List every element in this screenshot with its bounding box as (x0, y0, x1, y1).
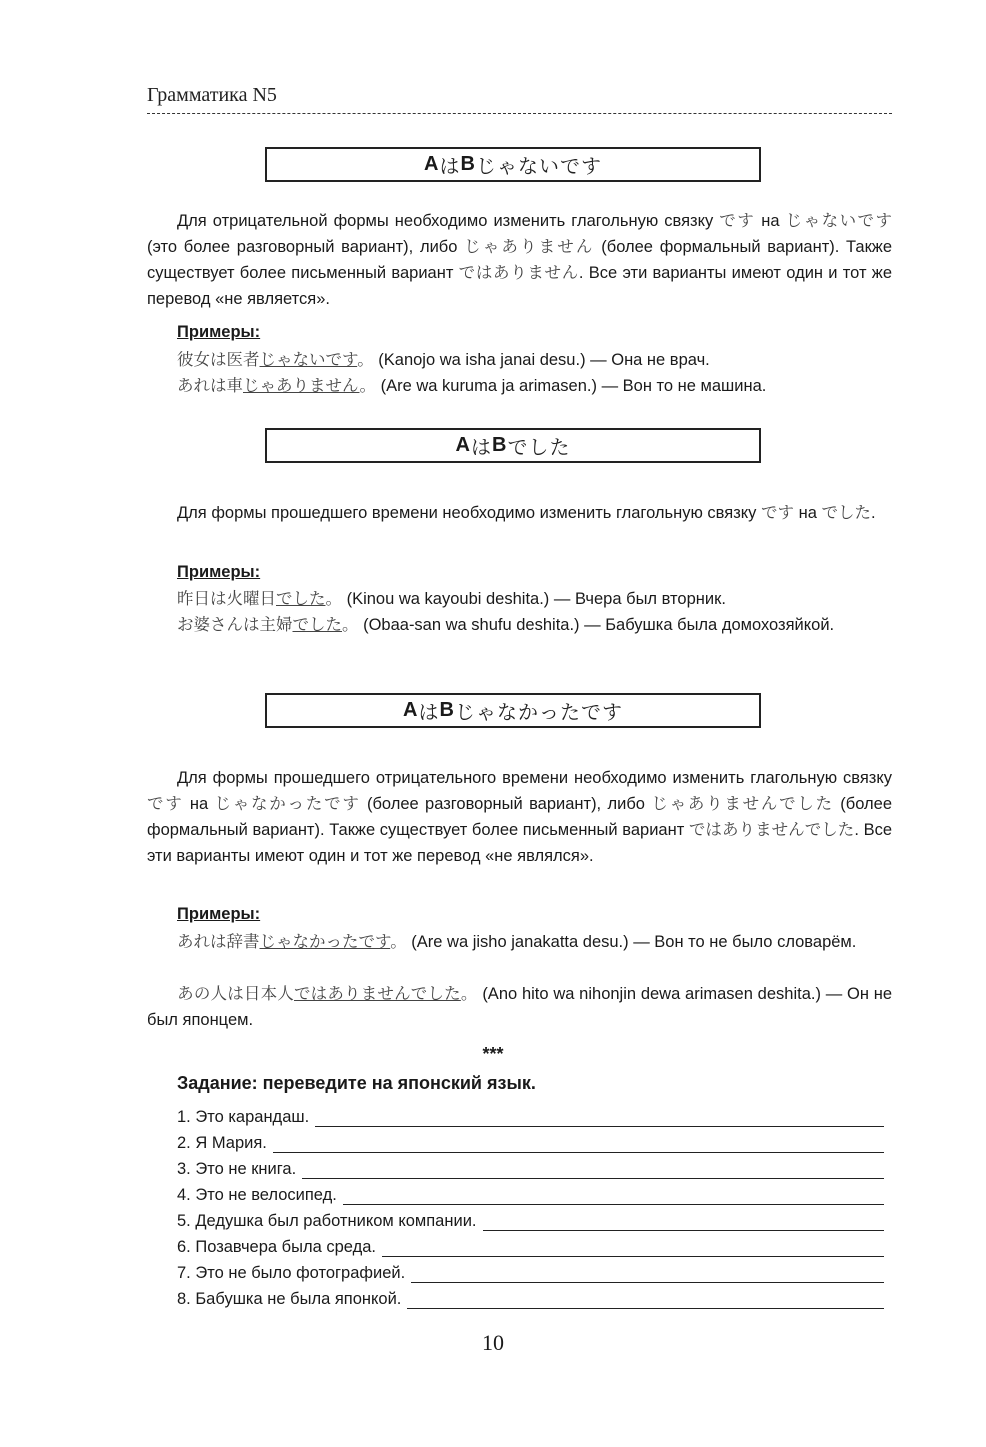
running-head: Грамматика N5 (147, 84, 277, 106)
japanese-term: ではありません (458, 263, 579, 282)
task-item-text: 8. Бабушка не была японкой. (177, 1290, 402, 1308)
paragraph-text: (это более разговорный вариант), либо (147, 238, 465, 256)
paragraph-text: на (755, 212, 786, 230)
example-japanese: 彼女は医者 (177, 350, 260, 369)
task-title: Задание: переведите на японский язык. (177, 1073, 536, 1093)
japanese-term: じゃないです (785, 211, 893, 230)
example-japanese-underlined: じゃなかったです (259, 932, 391, 951)
section-title-2 (265, 428, 761, 463)
paragraph-text: (более формальный вариант). Также существует более письменный вариант (147, 238, 892, 282)
task-item (177, 1205, 884, 1231)
task-item (177, 1179, 884, 1205)
task-item-text: 4. Это не велосипед. (177, 1186, 337, 1204)
paragraph-text: на (183, 795, 215, 813)
title-wa: は (471, 435, 492, 459)
answer-blank-line (315, 1108, 884, 1127)
example-1-2 (147, 373, 892, 399)
title-wa: は (418, 700, 440, 724)
example-japanese-period: 。 (390, 932, 407, 951)
example-japanese-period: 。 (342, 615, 359, 634)
example-japanese-underlined: じゃないです (259, 350, 358, 369)
example-japanese-period: 。 (359, 376, 376, 395)
japanese-term: です (719, 211, 756, 230)
japanese-term: です (147, 794, 184, 813)
section-paragraph-3 (147, 765, 892, 869)
answer-blank-line (407, 1290, 884, 1309)
title-rest: じゃないです (475, 154, 602, 178)
title-wa: は (439, 154, 461, 178)
answer-blank-line (273, 1134, 884, 1153)
title-a: A (403, 699, 419, 721)
title-a: A (455, 434, 471, 456)
japanese-term: でした (821, 503, 871, 522)
title-b: B (492, 434, 508, 456)
paragraph-text: Для формы прошедшего отрицательного времени необходимо изменить глагольную связку (177, 769, 892, 787)
task-item (177, 1257, 884, 1283)
examples-label-2: Примеры: (177, 563, 261, 581)
example-translation: (Are wa kuruma ja arimasen.) — Вон то не машина. (376, 377, 767, 395)
title-a: A (424, 153, 440, 175)
examples-label-1: Примеры: (177, 323, 261, 341)
title-rest: でした (507, 435, 571, 459)
answer-blank-line (343, 1186, 884, 1205)
paragraph-text: Для формы прошедшего времени необходимо изменить глагольную связку (177, 504, 761, 522)
task-item-text: 7. Это не было фотографией. (177, 1264, 406, 1282)
example-translation: (Kanojo wa isha janai desu.) — Она не врач. (373, 351, 710, 369)
example-japanese: 昨日は火曜日 (177, 589, 276, 608)
section-title-3 (265, 693, 761, 728)
section-paragraph-1 (147, 208, 892, 312)
header-rule (147, 113, 892, 114)
task-item (177, 1153, 884, 1179)
example-japanese: あれは辞書 (177, 932, 260, 951)
task-item (177, 1231, 884, 1257)
section-paragraph-2 (147, 500, 892, 526)
japanese-term: じゃありません (464, 237, 595, 256)
example-2-1 (147, 586, 892, 612)
japanese-term: じゃありませんでした (651, 794, 834, 813)
example-japanese-underlined: でした (276, 589, 326, 608)
example-japanese: あれは車 (177, 376, 243, 395)
paragraph-text: на (794, 504, 822, 522)
example-translation: (Are wa jisho janakatta desu.) — Вон то не было словарём. (406, 933, 857, 951)
example-japanese-underlined: でした (292, 615, 342, 634)
example-translation: (Obaa-san wa shufu deshita.) — Бабушка была домохозяйкой. (358, 616, 835, 634)
section-title-1 (265, 147, 761, 182)
page-number: 10 (482, 1330, 504, 1355)
title-b: B (439, 699, 455, 721)
example-1-1 (147, 347, 892, 373)
paragraph-text: . (870, 504, 876, 522)
japanese-term: です (761, 503, 794, 522)
japanese-term: ではありませんでした (688, 820, 855, 839)
example-japanese: お婆さんは主婦 (177, 615, 293, 634)
answer-blank-line (382, 1238, 884, 1257)
task-list (177, 1101, 884, 1309)
paragraph-text: . Все эти варианты имеют один и тот же перевод «не является». (147, 264, 892, 308)
paragraph-text: (более формальный вариант). Также существует более письменный вариант (147, 795, 893, 839)
example-japanese-period: 。 (325, 589, 342, 608)
answer-blank-line (411, 1264, 884, 1283)
task-item-text: 2. Я Мария. (177, 1134, 267, 1152)
title-b: B (460, 153, 476, 175)
title-rest: じゃなかったです (454, 700, 623, 724)
example-translation: (Kinou wa kayoubi deshita.) — Вчера был вторник. (342, 590, 726, 608)
example-japanese-underlined: じゃありません (243, 376, 360, 395)
example-2-2 (147, 612, 892, 638)
example-3-1 (147, 929, 892, 955)
example-translation: (Ano hito wa nihonjin dewa arimasen deshita.) — Он не был японцем. (147, 985, 893, 1029)
task-item (177, 1127, 884, 1153)
paragraph-text: (более разговорный вариант), либо (360, 795, 652, 813)
example-japanese-period: 。 (460, 984, 478, 1003)
task-item-text: 5. Дедушка был работником компании. (177, 1212, 477, 1230)
paragraph-text: Для отрицательной формы необходимо изменить глагольную связку (177, 212, 720, 230)
separator: *** (482, 1044, 504, 1064)
answer-blank-line (483, 1212, 885, 1231)
example-japanese: あの人は日本人 (177, 984, 294, 1003)
task-item (177, 1283, 884, 1309)
paragraph-text: . Все эти варианты имеют один и тот же перевод «не являлся». (147, 821, 893, 865)
example-3-2 (147, 981, 892, 1033)
task-item-text: 6. Позавчера была среда. (177, 1238, 376, 1256)
task-item-text: 3. Это не книга. (177, 1160, 297, 1178)
example-japanese-period: 。 (357, 350, 374, 369)
task-item-text: 1. Это карандаш. (177, 1108, 310, 1126)
japanese-term: じゃなかったです (214, 794, 361, 813)
task-item (177, 1101, 884, 1127)
examples-label-3: Примеры: (177, 905, 261, 923)
example-japanese-underlined: ではありませんでした (294, 984, 461, 1003)
answer-blank-line (302, 1160, 884, 1179)
